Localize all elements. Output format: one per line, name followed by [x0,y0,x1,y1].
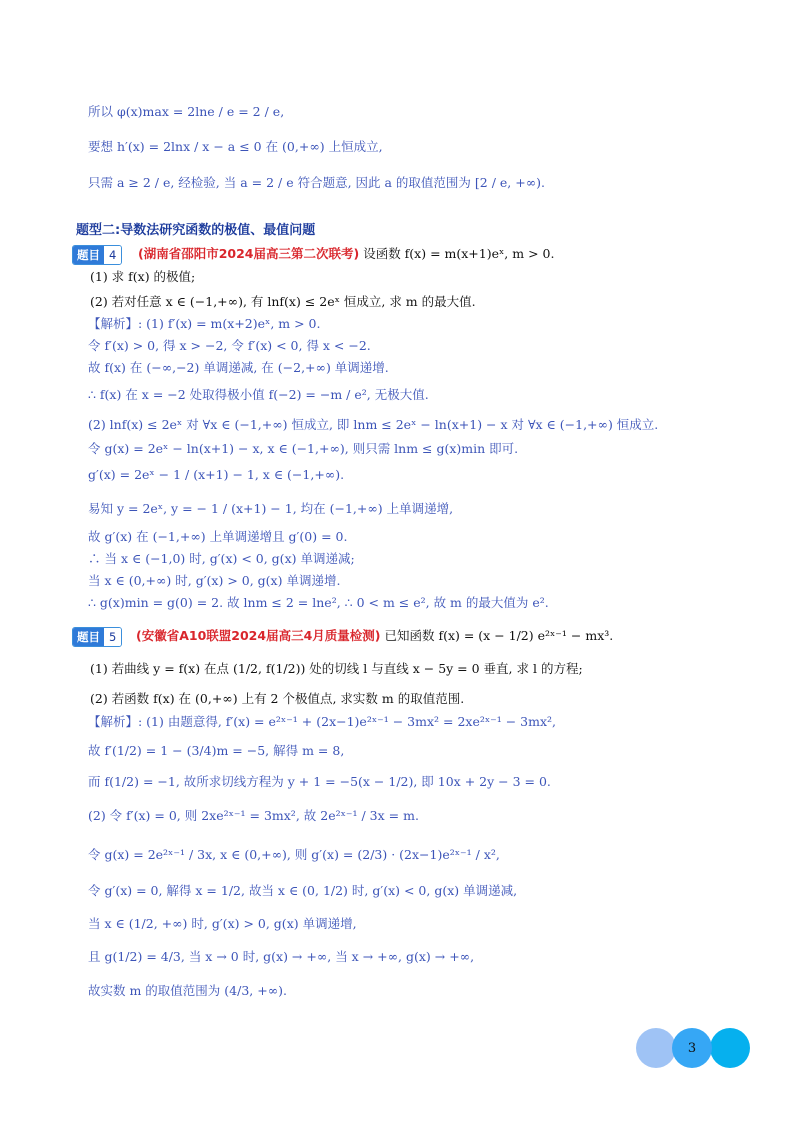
problem-5-q1: (1) 若曲线 y = f(x) 在点 (1/2, f(1/2)) 处的切线 l 与直线 x − 5y = 0 垂直, 求 l 的方程; [90,661,583,676]
problem-5-header [136,627,613,645]
p4-sol-10: ∴ 当 x ∈ (−1,0) 时, g′(x) < 0, g(x) 单调递减; [88,551,355,566]
p5-sol-3: 而 f(1/2) = −1, 故所求切线方程为 y + 1 = −5(x − 1/2), 即 10x + 2y − 3 = 0. [88,774,551,789]
problem-4-stem: 设函数 f(x) = m(x+1)eˣ, m > 0. [363,246,555,261]
p4-sol-7: g′(x) = 2eˣ − 1 / (x+1) − 1, x ∈ (−1,+∞). [88,467,345,482]
page-number: 3 [672,1028,712,1068]
decor-circle-right [710,1028,750,1068]
problem-4-badge [72,245,122,265]
p5-sol-1: 【解析】: (1) 由题意得, f′(x) = e²ˣ⁻¹ + (2x−1)e²ˣ⁻¹ − 3mx² = 2xe²ˣ⁻¹ − 3mx², [88,714,557,729]
top-line-2: 要想 h′(x) = 2lnx / x − a ≤ 0 在 (0,+∞) 上恒成立, [88,139,383,154]
p5-sol-2: 故 f′(1/2) = 1 − (3/4)m = −5, 解得 m = 8, [88,743,345,758]
p4-sol-8: 易知 y = 2eˣ, y = − 1 / (x+1) − 1, 均在 (−1,+∞) 上单调递增, [88,501,454,516]
p4-sol-6: 令 g(x) = 2eˣ − ln(x+1) − x, x ∈ (−1,+∞), 则只需 lnm ≤ g(x)min 即可. [88,441,519,456]
problem-4-q1: (1) 求 f(x) 的极值; [90,269,196,284]
p5-sol-7: 当 x ∈ (1/2, +∞) 时, g′(x) > 0, g(x) 单调递增, [88,916,357,931]
p4-sol-2: 令 f′(x) > 0, 得 x > −2, 令 f′(x) < 0, 得 x < −2. [88,338,371,353]
badge-number: 4 [104,246,121,264]
problem-4-q2: (2) 若对任意 x ∈ (−1,+∞), 有 lnf(x) ≤ 2eˣ 恒成立, 求 m 的最大值. [90,294,476,309]
badge-label: 题目 [73,246,104,264]
problem-5-source: (安徽省A10联盟2024届高三4月质量检测) [136,628,381,643]
p4-sol-9: 故 g′(x) 在 (−1,+∞) 上单调递增且 g′(0) = 0. [88,529,348,544]
problem-4-source: (湖南省邵阳市2024届高三第二次联考) [138,246,360,261]
p4-sol-12: ∴ g(x)min = g(0) = 2. 故 lnm ≤ 2 = lne², ∴ 0 < m ≤ e², 故 m 的最大值为 e². [88,595,549,610]
decor-circle-left [636,1028,676,1068]
p4-sol-1: 【解析】: (1) f′(x) = m(x+2)eˣ, m > 0. [88,316,321,331]
badge-label: 题目 [73,628,104,646]
p5-sol-5: 令 g(x) = 2e²ˣ⁻¹ / 3x, x ∈ (0,+∞), 则 g′(x) = (2/3) · (2x−1)e²ˣ⁻¹ / x², [88,847,500,862]
p4-sol-11: 当 x ∈ (0,+∞) 时, g′(x) > 0, g(x) 单调递增. [88,573,341,588]
section-title: 题型二:导数法研究函数的极值、最值问题 [76,223,316,238]
p4-sol-5: (2) lnf(x) ≤ 2eˣ 对 ∀x ∈ (−1,+∞) 恒成立, 即 lnm ≤ 2eˣ − ln(x+1) − x 对 ∀x ∈ (−1,+∞) 恒成立. [88,417,659,432]
top-line-3: 只需 a ≥ 2 / e, 经检验, 当 a = 2 / e 符合题意, 因此 a 的取值范围为 [2 / e, +∞). [88,175,545,190]
p5-sol-9: 故实数 m 的取值范围为 (4/3, +∞). [88,983,287,998]
badge-number: 5 [104,628,121,646]
top-line-1: 所以 φ(x)max = 2lne / e = 2 / e, [88,104,285,119]
p5-sol-8: 且 g(1/2) = 4/3, 当 x → 0 时, g(x) → +∞, 当 x → +∞, g(x) → +∞, [88,949,475,964]
p5-sol-6: 令 g′(x) = 0, 解得 x = 1/2, 故当 x ∈ (0, 1/2) 时, g′(x) < 0, g(x) 单调递减, [88,883,518,898]
problem-5-q2: (2) 若函数 f(x) 在 (0,+∞) 上有 2 个极值点, 求实数 m 的取值范围. [90,691,465,706]
p5-sol-4: (2) 令 f′(x) = 0, 则 2xe²ˣ⁻¹ = 3mx², 故 2e²ˣ⁻¹ / 3x = m. [88,808,419,823]
p4-sol-4: ∴ f(x) 在 x = −2 处取得极小值 f(−2) = −m / e², 无极大值. [88,387,429,402]
page-number-decoration [636,1028,752,1068]
problem-5-stem: 已知函数 f(x) = (x − 1/2) e²ˣ⁻¹ − mx³. [384,628,614,643]
problem-4-header [138,245,554,263]
problem-5-badge [72,627,122,647]
p4-sol-3: 故 f(x) 在 (−∞,−2) 单调递减, 在 (−2,+∞) 单调递增. [88,360,389,375]
